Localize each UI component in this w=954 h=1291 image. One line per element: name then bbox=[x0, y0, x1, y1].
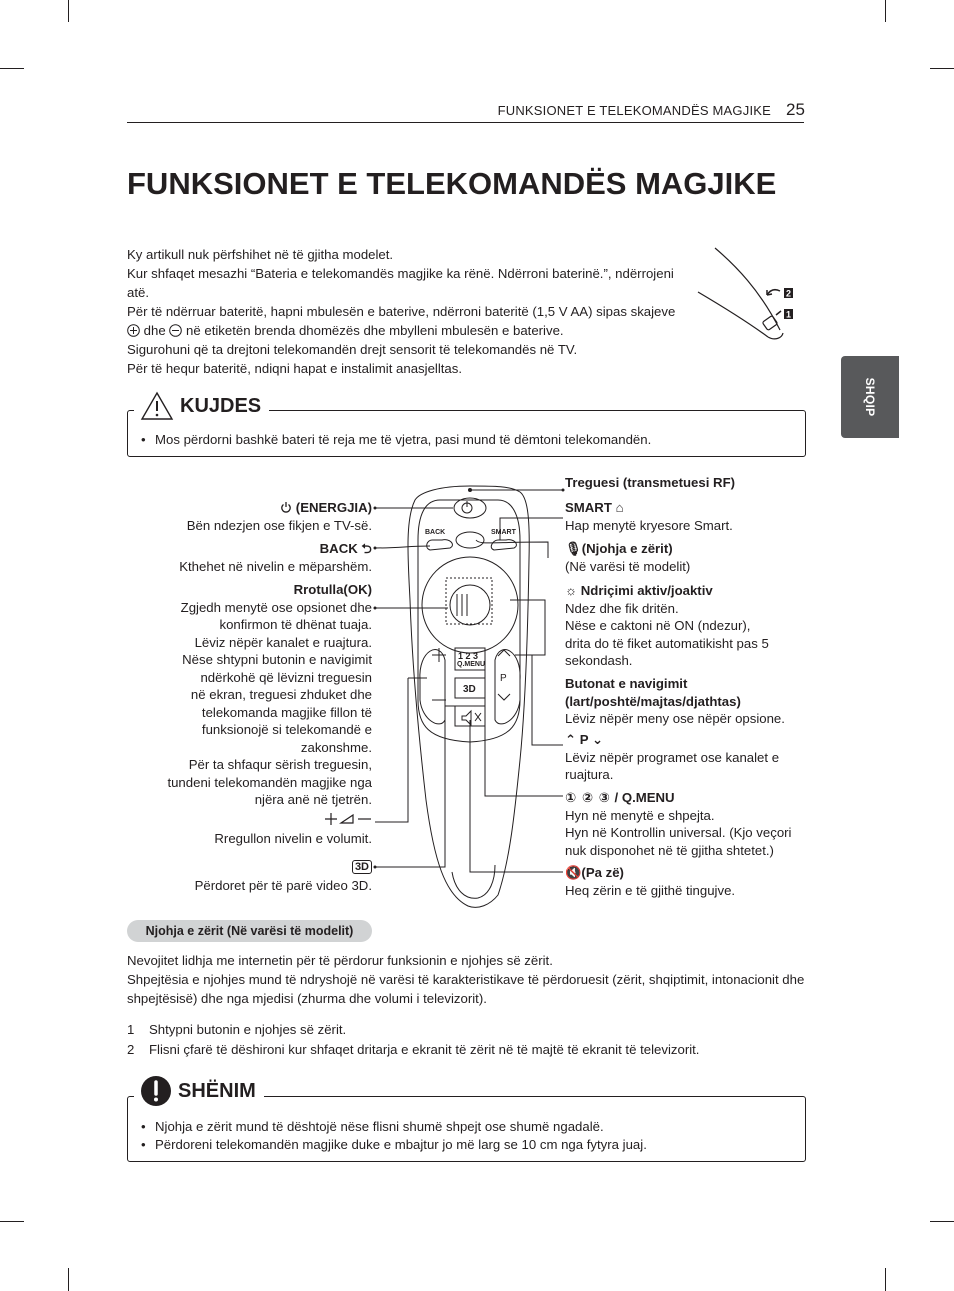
step-item bbox=[127, 1040, 807, 1060]
page-title: FUNKSIONET E TELEKOMANDËS MAGJIKE bbox=[127, 166, 777, 201]
light-desc-line: drita do të fiket automatikisht pas 5 bbox=[565, 635, 769, 651]
volume-label bbox=[214, 812, 372, 847]
crop-mark bbox=[930, 68, 954, 69]
running-header: FUNKSIONET E TELEKOMANDËS MAGJIKE bbox=[497, 103, 771, 118]
qmenu-desc-line: Hyn në menytë e shpejta. bbox=[565, 807, 715, 823]
back-title: BACK bbox=[319, 541, 358, 556]
remote-smart-text: SMART bbox=[491, 529, 516, 536]
pointer-label bbox=[565, 474, 810, 492]
note-heading bbox=[134, 1073, 264, 1109]
step-text: Shtypni butonin e njohjes së zërit. bbox=[149, 1022, 347, 1037]
intro-line-part: dhe bbox=[143, 323, 166, 338]
p-title: P bbox=[579, 732, 589, 747]
mute-label bbox=[565, 864, 810, 899]
remote-p-text: P bbox=[500, 673, 507, 684]
qmenu-desc-line: Hyn në Kontrollin universal. (Kjo veçori bbox=[565, 825, 792, 840]
p-desc-line: ruajtura. bbox=[565, 767, 614, 782]
light-desc-line: Nëse e caktoni në ON (ndezur), bbox=[565, 618, 751, 633]
volume-icons bbox=[324, 813, 372, 825]
caution-heading bbox=[134, 389, 269, 423]
light-title: Ndriçimi aktiv/joaktiv bbox=[580, 583, 713, 598]
voice-section-pill: Njohja e zërit (Në varësi të modelit) bbox=[127, 920, 372, 942]
remote-numbers-text: 1 2 3 bbox=[458, 651, 479, 661]
wheel-desc-line: tundeni telekomandën magjike nga bbox=[167, 774, 372, 790]
wheel-desc-line: funksionojë si telekomandë e bbox=[201, 722, 372, 737]
wheel-desc-line: Zgjedh menytë ose opsionet dhe bbox=[180, 599, 372, 615]
voice-label bbox=[565, 540, 810, 575]
remote-qmenu-text: Q.MENU bbox=[457, 661, 485, 668]
intro-line: Sigurohuni që ta drejtoni telekomandën drejt sensorit të telekomandës në TV. bbox=[127, 342, 578, 357]
voice-paragraph: Nevojitet lidhja me internetin për të përdorur funksionin e njohjes së zërit. bbox=[127, 953, 553, 968]
voice-desc: (Në varësi të modelit) bbox=[565, 558, 691, 574]
voice-paragraph: Shpejtësia e njohjes mund të ndryshojë në varësi të karakteristikave të përdoruesit (zërit, shqiptimit, intonacionit dhe shpejtësisë) dhe nga mjedisi (zhurma dhe volumi i televizorit). bbox=[127, 972, 805, 1006]
warning-triangle-icon bbox=[140, 391, 174, 421]
note-title: SHËNIM bbox=[178, 1079, 256, 1102]
magic-remote-diagram bbox=[0, 470, 954, 915]
power-title: (ENERGJIA) bbox=[295, 500, 372, 515]
wheel-desc-line: Lëviz nëpër kanalet e ruajtura. bbox=[194, 634, 372, 650]
chevron-down-icon: ⌄ bbox=[591, 732, 604, 747]
smart-title: SMART bbox=[565, 500, 612, 515]
crop-mark bbox=[68, 0, 69, 22]
wheel-desc-line: telekomanda magjike fillon të bbox=[201, 704, 372, 720]
crop-mark bbox=[0, 1221, 24, 1222]
crop-mark bbox=[930, 1221, 954, 1222]
voice-title: (Njohja e zërit) bbox=[581, 541, 673, 556]
home-icon: ⌂ bbox=[615, 500, 624, 515]
wheel-title: Rrotulla(OK) bbox=[293, 582, 372, 597]
remote-back-text: BACK bbox=[425, 529, 446, 536]
light-desc-line: sekondash. bbox=[565, 653, 633, 668]
nav-title-line: Butonat e navigimit bbox=[565, 676, 688, 691]
wheel-desc-line: në ekran, treguesi zhduket dhe bbox=[190, 687, 372, 702]
microphone-icon: 🎙 bbox=[565, 541, 582, 556]
wheel-desc-line: zakonshme. bbox=[300, 739, 372, 755]
p-desc-line: Lëviz nëpër programet ose kanalet e bbox=[565, 749, 780, 765]
number-buttons-icon: ① ② ③ bbox=[565, 790, 611, 805]
intro-line-part: në etiketën brenda dhomëzës dhe mbylleni mbulesën e baterive. bbox=[186, 323, 564, 338]
smart-label bbox=[565, 499, 810, 534]
back-desc: Kthehet në nivelin e mëparshëm. bbox=[179, 558, 372, 574]
note-item: • Njohja e zërit mund të dështojë nëse flisni shumë shpejt ose shumë ngadalë. bbox=[128, 1118, 805, 1136]
power-label bbox=[187, 499, 372, 534]
light-bulb-icon: ☼ bbox=[565, 583, 578, 598]
step-number: 2 bbox=[127, 1042, 135, 1057]
wheel-desc-line: konfirmon të dhënat tuaja. bbox=[219, 617, 372, 632]
step-item bbox=[127, 1020, 807, 1040]
step-number: 1 bbox=[127, 1022, 135, 1037]
wheel-label bbox=[167, 581, 372, 809]
back-arrow-icon: ⮌ bbox=[361, 541, 372, 556]
intro-line: Kur shfaqet mesazhi “Bateria e telekomandës magjike ka rënë. Ndërroni baterinë.”, ndërrojeni atë. bbox=[127, 266, 674, 300]
intro-line: Ky artikull nuk përfshihet në të gjitha modelet. bbox=[127, 247, 394, 262]
three-d-label bbox=[195, 857, 372, 894]
power-icon bbox=[280, 501, 292, 513]
light-label bbox=[565, 582, 810, 670]
nav-label bbox=[565, 675, 810, 728]
wheel-desc-line: njëra anë në tjetrën. bbox=[254, 792, 372, 807]
crop-mark bbox=[0, 68, 24, 69]
nav-desc: Lëviz nëpër meny ose nëpër opsione. bbox=[565, 711, 785, 726]
note-item: • Përdoreni telekomandën magjike duke e mbajtur jo më larg se 10 cm nga fytyra juaj. bbox=[128, 1136, 805, 1154]
caution-box bbox=[127, 394, 806, 457]
intro-text bbox=[127, 245, 687, 378]
language-tab bbox=[841, 356, 899, 438]
wheel-desc-line: Për ta shfaqur sërish treguesin, bbox=[188, 757, 372, 772]
exclamation-circle-icon bbox=[140, 1075, 172, 1107]
wheel-desc-line: ndërkohë që lëvizni treguesin bbox=[200, 669, 372, 685]
p-label bbox=[565, 731, 810, 784]
voice-steps bbox=[127, 1020, 807, 1060]
wheel-desc-line: Nëse shtypni butonin e navigimit bbox=[182, 652, 372, 667]
mute-title: (Pa zë) bbox=[581, 865, 624, 880]
intro-line-part: Për të ndërruar bateritë, hapni mbulesën e baterive, ndërroni bateritë (1,5 V AA) sipas skajeve bbox=[127, 304, 676, 319]
three-d-icon: 3D bbox=[352, 860, 372, 874]
crop-mark bbox=[885, 0, 886, 22]
light-desc-line: Ndez dhe fik dritën. bbox=[565, 600, 679, 616]
back-label bbox=[179, 540, 372, 575]
three-d-desc: Përdoret për të parë video 3D. bbox=[194, 877, 372, 893]
intro-line: Për të hequr bateritë, ndiqni hapat e instalimit anasjelltas. bbox=[127, 361, 463, 376]
qmenu-title: / Q.MENU bbox=[614, 790, 675, 805]
qmenu-desc-line: nuk disponohet në të gjitha shtetet.) bbox=[565, 842, 774, 858]
mute-desc: Heq zërin e të gjithë tingujve. bbox=[565, 882, 736, 898]
pointer-title: Treguesi (transmetuesi RF) bbox=[565, 475, 736, 490]
plus-circle-icon bbox=[127, 324, 140, 337]
nav-title-line: (lart/poshtë/majtas/djathtas) bbox=[565, 693, 741, 709]
volume-desc: Rregullon nivelin e volumit. bbox=[214, 830, 372, 846]
language-tab-label: SHQIP bbox=[863, 377, 877, 417]
smart-desc: Hap menytë kryesore Smart. bbox=[565, 517, 733, 533]
crop-mark bbox=[68, 1268, 69, 1291]
power-desc: Bën ndezjen ose fikjen e TV-së. bbox=[186, 517, 372, 533]
chevron-up-icon: ⌃ bbox=[565, 732, 577, 747]
remote-3d-text: 3D bbox=[463, 684, 476, 695]
voice-section-text bbox=[127, 951, 807, 1008]
page-number: 25 bbox=[786, 100, 805, 119]
header-rule bbox=[127, 122, 804, 123]
step-text: Flisni çfarë të dëshironi kur shfaqet dritarja e ekranit të zërit në të majtë të ekranit të televizorit. bbox=[149, 1042, 700, 1057]
minus-circle-icon bbox=[169, 324, 182, 337]
battery-cover-figure bbox=[690, 245, 800, 345]
caution-item: • Mos përdorni bashkë bateri të reja me të vjetra, pasi mund të dëmtoni telekomandën. bbox=[128, 431, 805, 449]
crop-mark bbox=[885, 1268, 886, 1291]
qmenu-label bbox=[565, 789, 810, 859]
note-box bbox=[127, 1079, 806, 1162]
intro-line bbox=[127, 302, 687, 340]
mute-icon: 🔇 bbox=[565, 865, 582, 880]
step-2-badge: 2 bbox=[785, 288, 792, 299]
caution-title: KUJDES bbox=[180, 394, 262, 417]
step-1-badge: 1 bbox=[785, 309, 792, 320]
